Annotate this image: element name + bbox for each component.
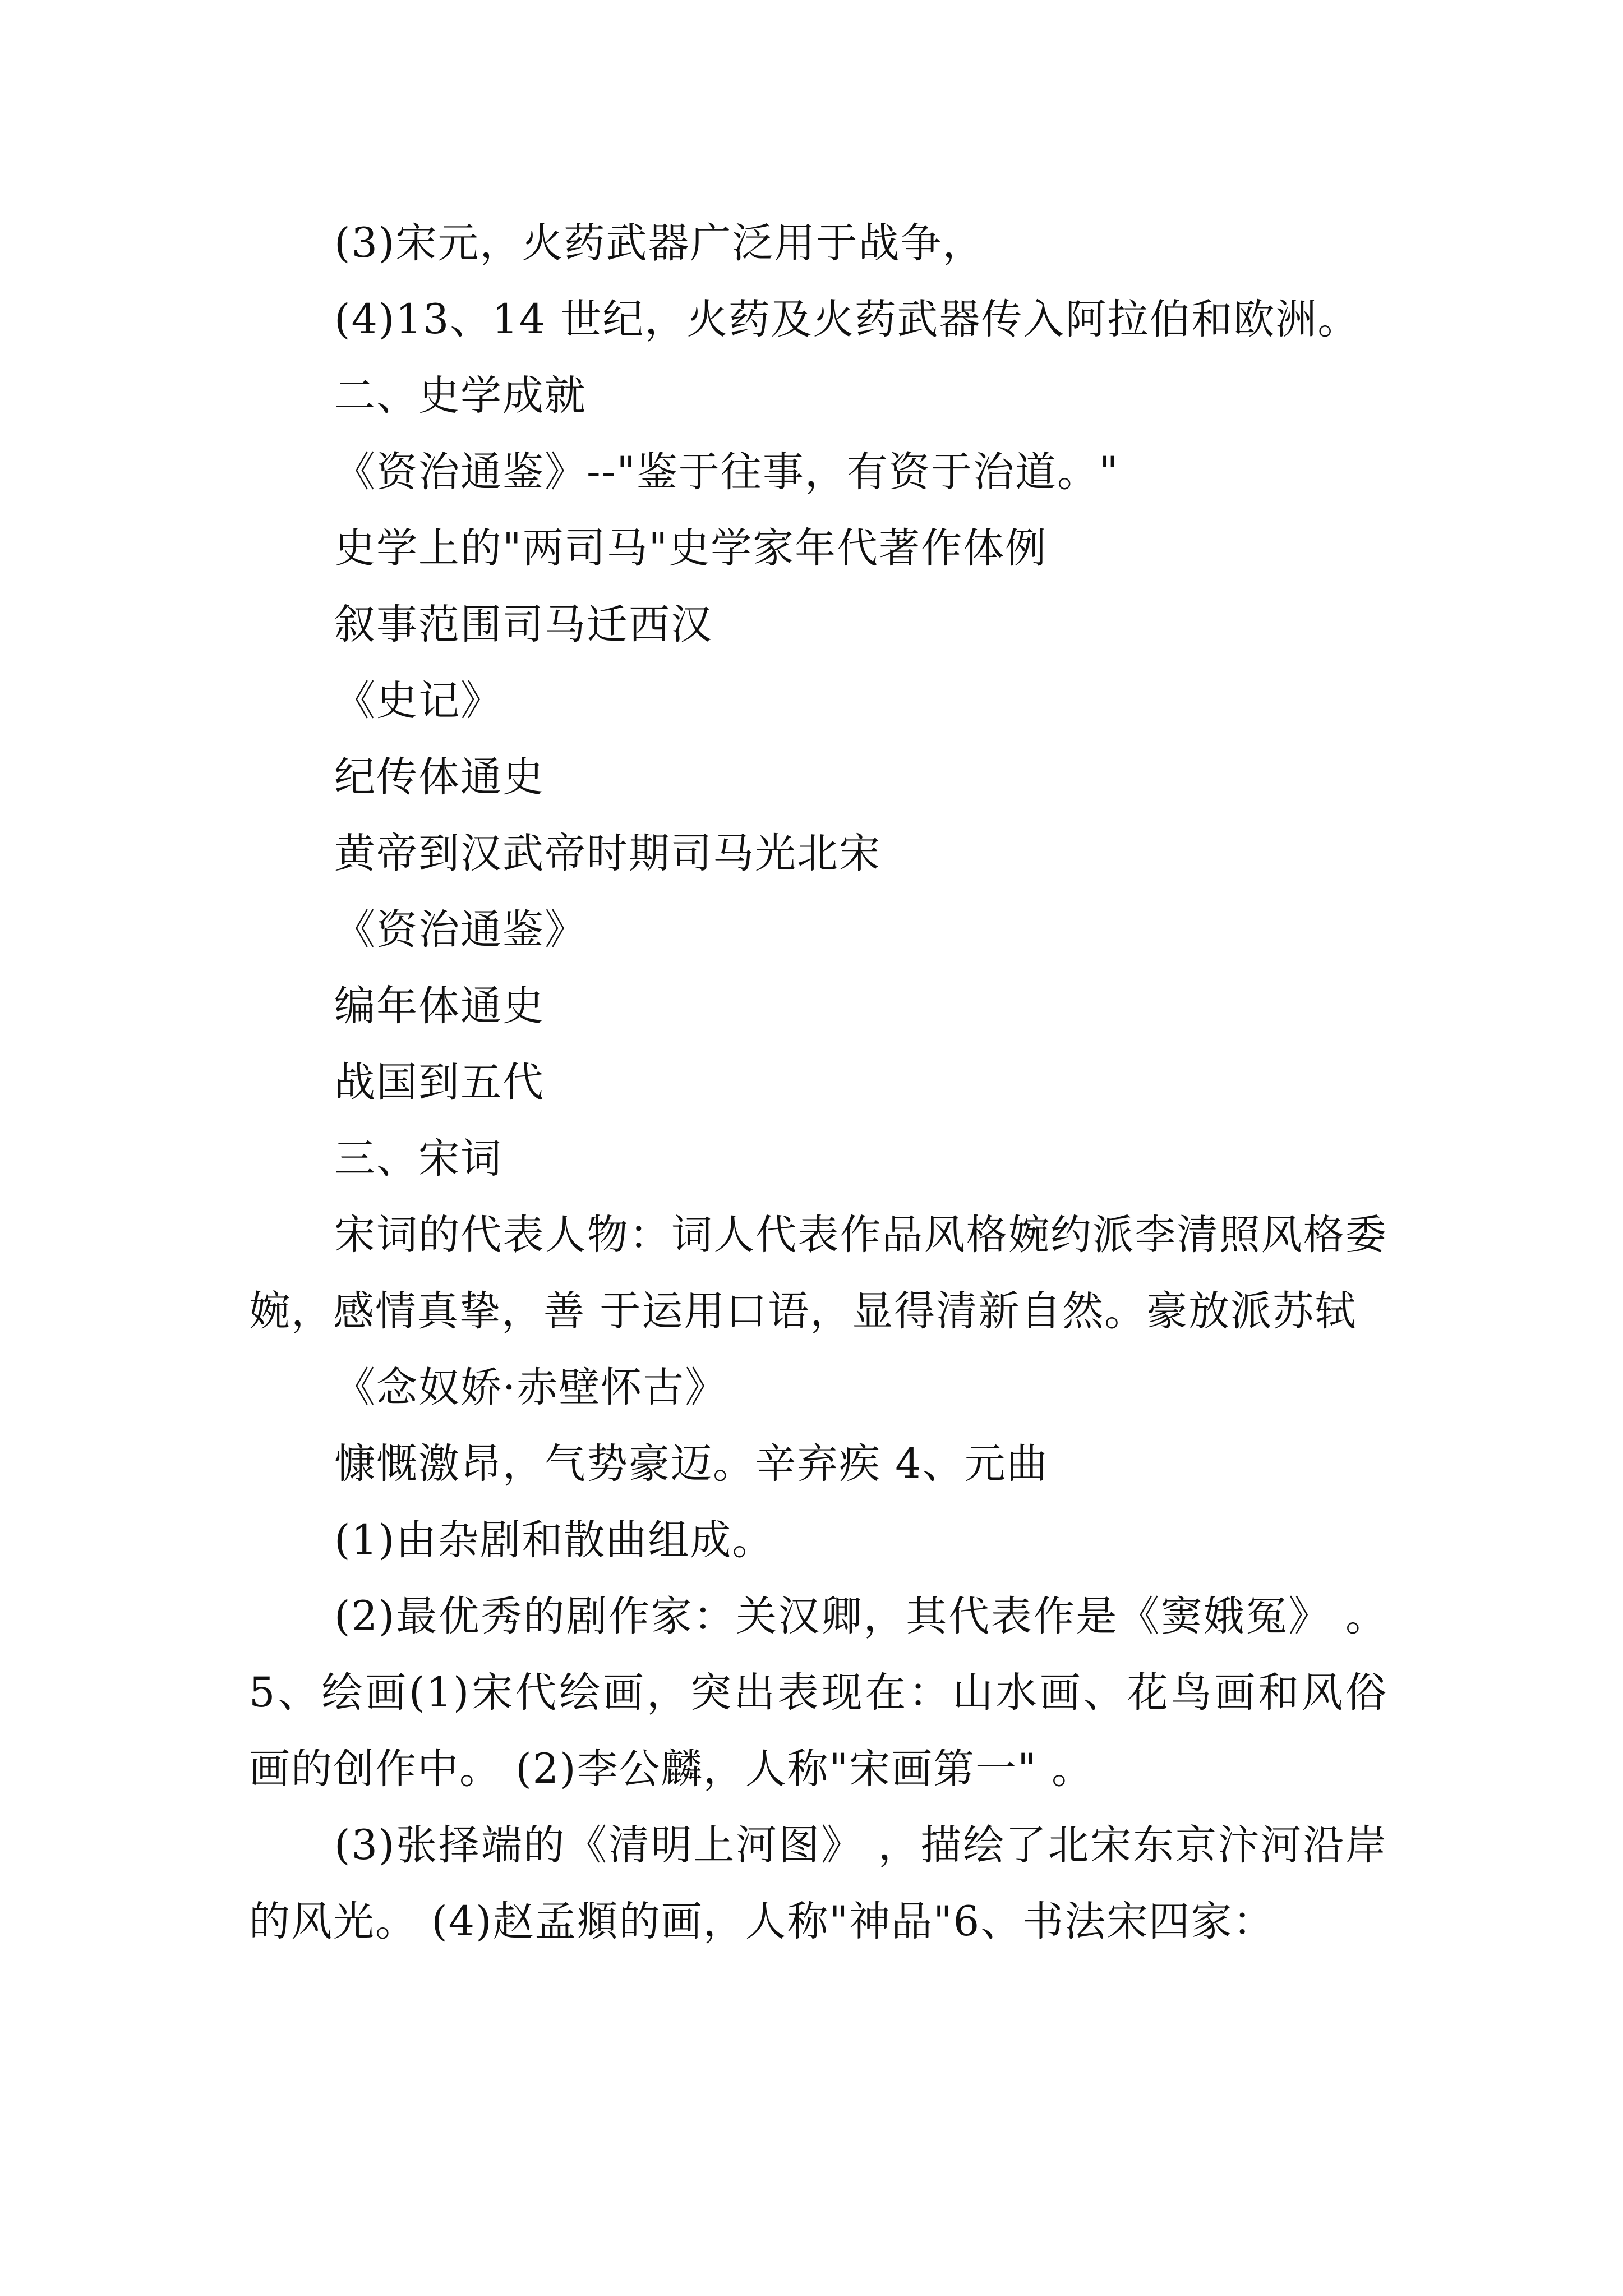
text-line-niannujiao: 《念奴娇·赤壁怀古》: [334, 1364, 727, 1411]
text-line-zizhi-quote: 《资治通鉴》--"鉴于往事，有资于治道。": [334, 448, 1119, 496]
text-line-sima-guang: 黄帝到汉武帝时期司马光北宋: [334, 830, 881, 877]
section-heading-history: 二、史学成就: [334, 372, 587, 420]
section-heading-song-ci: 三、宋词: [334, 1135, 502, 1182]
document-body: [249, 205, 1387, 1960]
text-line-sima-qian: 叙事范围司马迁西汉: [334, 601, 713, 648]
text-line-shiji: 《史记》: [334, 677, 502, 725]
text-line-zizhi: 《资治通鉴》: [334, 906, 587, 954]
paragraph-guan-hanqing: (2)最优秀的剧作家：关汉卿，其代表作是《窦娥冤》 。5、绘画(1)宋代绘画，突出表现在：山水画、花鸟画和风俗画的创作中。 (2)李公麟，人称"宋画第一" 。: [249, 1593, 1387, 1793]
text-line-gunpowder-war: (3)宋元，火药武器广泛用于战争，: [334, 219, 985, 267]
text-line-xin-qiji: 慷慨激昂，气势豪迈。辛弃疾 4、元曲: [334, 1440, 1049, 1488]
text-line-chronicle-style: 编年体通史: [334, 982, 545, 1030]
paragraph-song-ci: 宋词的代表人物：词人代表作品风格婉约派李清照风格委婉，感情真挚，善 于运用口语，显得清新自然。豪放派苏轼: [249, 1211, 1387, 1335]
paragraph-qingming: (3)张择端的《清明上河图》 ，描绘了北宋东京汴河沿岸的风光。 (4)赵孟頫的画，人称"神品"6、书法宋四家：: [249, 1821, 1387, 1945]
text-line-biography-style: 纪传体通史: [334, 753, 545, 801]
text-line-yuanqu: (1)由杂剧和散曲组成。: [334, 1516, 774, 1564]
text-line-two-sima: 史学上的"两司马"史学家年代著作体例: [334, 524, 1048, 572]
text-line-warring-states: 战国到五代: [334, 1059, 545, 1106]
text-line-gunpowder-spread: (4)13、14 世纪，火药及火药武器传入阿拉伯和欧洲。: [334, 296, 1360, 343]
